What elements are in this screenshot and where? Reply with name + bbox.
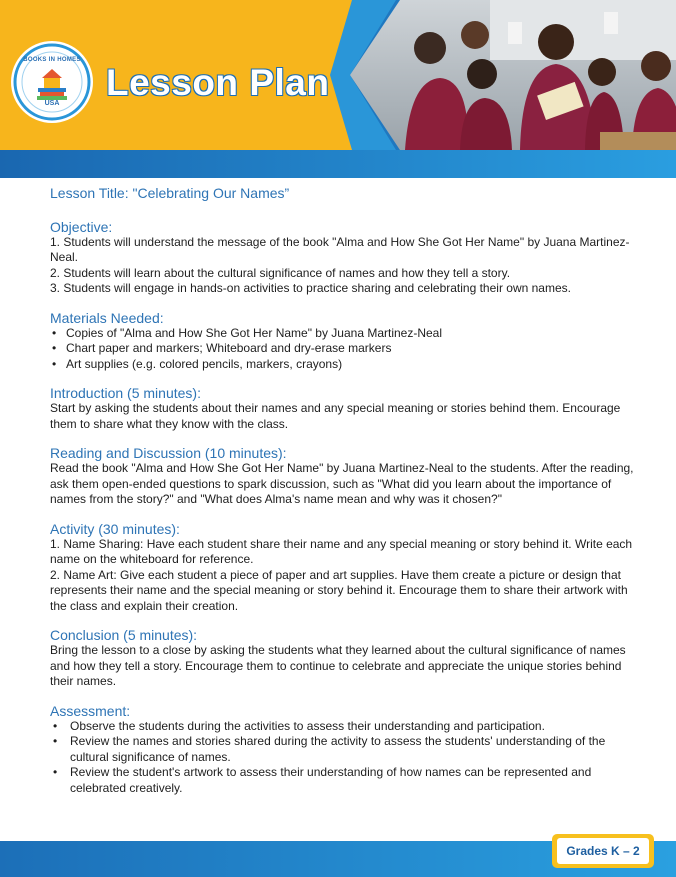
objective-line: 1. Students will understand the message of the book "Alma and How She Got Her Name" by Juana Martinez-Neal. (50, 234, 630, 264)
list-item: • Copies of "Alma and How She Got Her Name" by Juana Martinez-Neal (50, 326, 640, 342)
header-artwork (0, 0, 676, 178)
reading-text: Read the book "Alma and How She Got Her Name" by Juana Martinez-Neal to the students. After the reading, ask them open-ended questions to spark discussion, such as "What did you learn about the importance of names from the story?" and "What does Alma's name mean and why was it chosen?" (50, 461, 634, 506)
activity-heading: Activity (30 minutes): (50, 520, 180, 537)
conclusion-heading: Conclusion (5 minutes): (50, 627, 198, 643)
list-item: • Review the names and stories shared during the activity to assess the students' understanding of the cultural significance of names. (50, 734, 640, 765)
introduction-text: Start by asking the students about their names and any special meaning or stories behind them. Encourage them to share what they know with the class. (50, 401, 621, 431)
page-title: Lesson Plan (106, 62, 330, 103)
grade-label: Grades K – 2 (557, 838, 649, 864)
list-item: • Art supplies (e.g. colored pencils, markers, crayons) (50, 357, 640, 373)
objective-line: 3. Students will engage in hands-on activities to practice sharing and celebrating their own names. (50, 281, 571, 295)
lesson-content (50, 186, 640, 809)
assessment-heading: Assessment: (50, 702, 131, 719)
objective-line: 2. Students will learn about the cultural significance of names and how they tell a story. (50, 265, 511, 280)
lesson-title: Lesson Title: "Celebrating Our Names” (50, 185, 290, 201)
reading-section (50, 445, 640, 508)
conclusion-section (50, 627, 640, 690)
books-in-homes-logo (10, 40, 94, 124)
grade-badge (552, 834, 654, 868)
reading-heading: Reading and Discussion (10 minutes): (50, 445, 287, 461)
introduction-section (50, 385, 640, 432)
conclusion-text: Bring the lesson to a close by asking the students what they learned about the cultural significance of names and how they tell a story. Encourage them to continue to celebrate and appreciate the unique stories behind their names. (50, 643, 626, 688)
classroom-photo (340, 0, 676, 150)
objective-heading: Objective: (50, 218, 113, 235)
activity-line: 2. Name Art: Give each student a piece of paper and art supplies. Have them create a picture or design that represents their name and the special meaning or story behind it. Encourage them to share their artwork with the class and explain their creation. (50, 567, 628, 613)
logo-top-text: BOOKS IN HOMES (23, 57, 81, 63)
list-item: • Chart paper and markers; Whiteboard and dry-erase markers (50, 341, 640, 357)
activity-line: 1. Name Sharing: Have each student share their name and any special meaning or story behind it. Write each name on the whiteboard for reference. (50, 536, 633, 566)
list-item: • Review the student's artwork to assess their understanding of how names can be represented and celebrated creatively. (50, 765, 640, 796)
materials-list (50, 326, 640, 373)
materials-section (50, 310, 640, 373)
assessment-section (50, 703, 640, 797)
header-banner (0, 0, 676, 178)
list-item: • Observe the students during the activities to assess their understanding and participation. (50, 719, 640, 735)
introduction-heading: Introduction (5 minutes): (50, 385, 201, 401)
objective-section (50, 219, 640, 297)
assessment-list (50, 719, 640, 797)
materials-heading: Materials Needed: (50, 309, 164, 326)
logo-bottom-text: USA (44, 100, 60, 107)
activity-section (50, 521, 640, 615)
